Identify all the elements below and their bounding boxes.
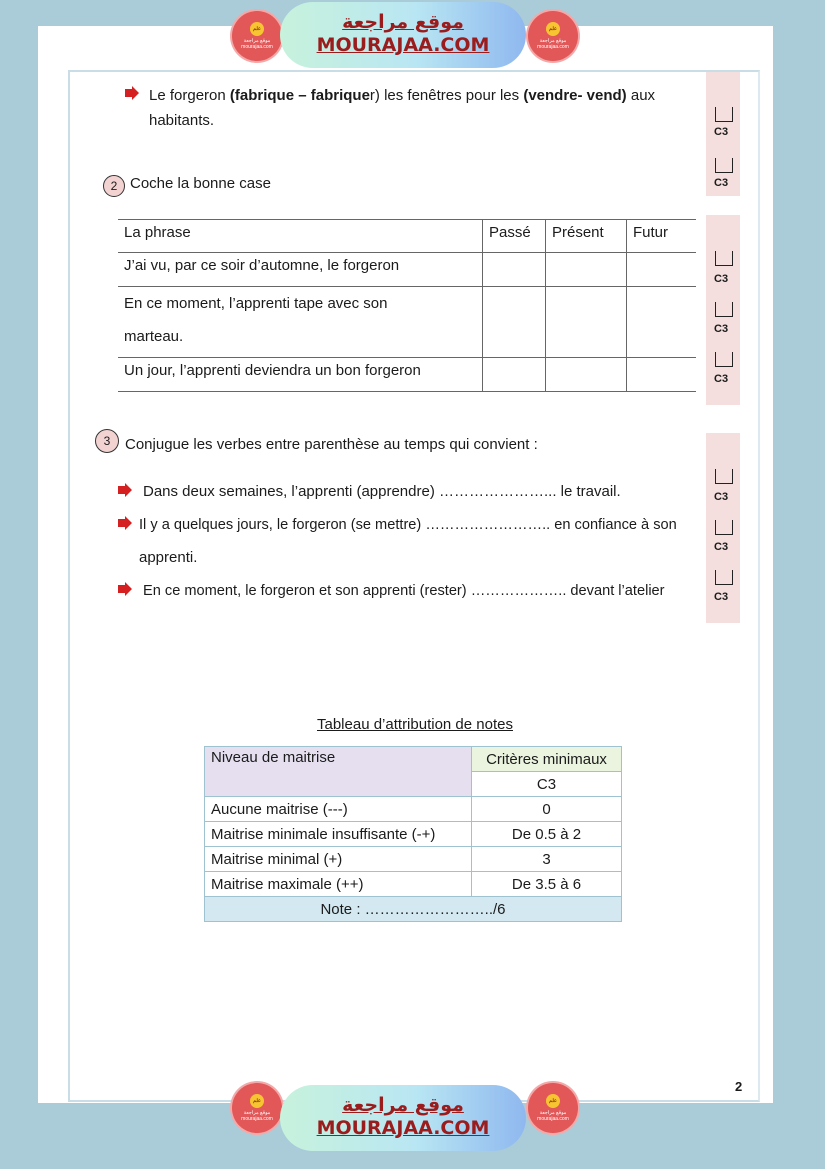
- grading-table: [204, 746, 622, 922]
- grading-value: De 0.5 à 2: [472, 822, 622, 847]
- exercise-number-badge: 3: [95, 429, 119, 453]
- logo-badge-icon: علم: [546, 22, 560, 36]
- tick-cell-present[interactable]: [546, 358, 627, 392]
- criterion-label: C3: [714, 491, 729, 503]
- logo-badge-icon: علم: [250, 1094, 264, 1108]
- exercise3-item: Il y a quelques jours, le forgeron (se mettre) …………………….. en confiance à son: [139, 517, 677, 533]
- table-row: Un jour, l’apprenti deviendra un bon forgeron: [118, 358, 483, 392]
- grading-header-level: Niveau de maitrise: [205, 747, 472, 797]
- tick-cell-passe[interactable]: [483, 253, 546, 287]
- tick-cell-present[interactable]: [546, 287, 627, 358]
- score-checkbox[interactable]: [715, 158, 733, 173]
- tick-cell-futur[interactable]: [627, 253, 697, 287]
- red-arrow-icon: [118, 516, 132, 530]
- grading-level: Aucune maitrise (---): [205, 797, 472, 822]
- criterion-label: C3: [714, 273, 729, 285]
- banner-site-link[interactable]: MOURAJAA.COM: [316, 34, 490, 56]
- criterion-label: C3: [714, 177, 729, 189]
- site-logo-right-top[interactable]: [528, 11, 578, 61]
- score-checkbox[interactable]: [715, 570, 733, 585]
- tick-cell-present[interactable]: [546, 253, 627, 287]
- tick-cell-passe[interactable]: [483, 287, 546, 358]
- grading-value: De 3.5 à 6: [472, 872, 622, 897]
- criterion-label: C3: [714, 126, 729, 138]
- red-arrow-icon: [118, 483, 132, 497]
- exercise3-item: Dans deux semaines, l’apprenti (apprendre) …………………... le travail.: [143, 483, 621, 500]
- logo-domain: mourajaa.com: [241, 44, 273, 50]
- grading-note: Note : ……………………../6: [205, 897, 622, 922]
- score-checkbox[interactable]: [715, 107, 733, 122]
- tense-table: [118, 219, 696, 392]
- page-number: 2: [735, 1079, 743, 1094]
- exercise3-instruction: Conjugue les verbes entre parenthèse au temps qui convient :: [125, 436, 538, 453]
- tick-cell-passe[interactable]: [483, 358, 546, 392]
- tick-cell-futur[interactable]: [627, 287, 697, 358]
- intro-sentence: Le forgeron (fabrique – fabriquer) les fenêtres pour les (vendre- vend) aux: [149, 87, 656, 104]
- criterion-label: C3: [714, 323, 729, 335]
- grading-level: Maitrise minimale insuffisante (-+): [205, 822, 472, 847]
- logo-badge-icon: علم: [250, 22, 264, 36]
- banner-site-link[interactable]: MOURAJAA.COM: [316, 1117, 490, 1139]
- score-checkbox[interactable]: [715, 520, 733, 535]
- grading-criterion: C3: [472, 772, 622, 797]
- score-checkbox[interactable]: [715, 302, 733, 317]
- logo-badge-icon: علم: [546, 1094, 560, 1108]
- exercise-number-badge: 2: [103, 175, 125, 197]
- exercise3-item: En ce moment, le forgeron et son apprenti (rester) ……………….. devant l’atelier: [143, 583, 665, 599]
- exercise3-item-continued: apprenti.: [139, 549, 198, 566]
- logo-text: موقع مراجعة: [243, 1110, 271, 1116]
- grading-value: 0: [472, 797, 622, 822]
- grading-level: Maitrise maximale (++): [205, 872, 472, 897]
- site-logo-left-top[interactable]: [232, 11, 282, 61]
- logo-text: موقع مراجعة: [243, 38, 271, 44]
- red-arrow-icon: [118, 582, 132, 596]
- site-logo-left-bottom[interactable]: [232, 1083, 282, 1133]
- grading-table-title: Tableau d’attribution de notes: [317, 716, 513, 733]
- tick-cell-futur[interactable]: [627, 358, 697, 392]
- exercise2-instruction: Coche la bonne case: [130, 175, 271, 192]
- grading-header-criteria: Critères minimaux: [472, 747, 622, 772]
- table-header: Passé: [483, 220, 546, 253]
- criteria-panel-2: [706, 215, 740, 405]
- table-header: Futur: [627, 220, 697, 253]
- score-checkbox[interactable]: [715, 469, 733, 484]
- score-checkbox[interactable]: [715, 352, 733, 367]
- score-checkbox[interactable]: [715, 251, 733, 266]
- logo-text: موقع مراجعة: [539, 38, 567, 44]
- logo-domain: mourajaa.com: [241, 1116, 273, 1122]
- criterion-label: C3: [714, 373, 729, 385]
- site-banner-bottom[interactable]: [280, 1085, 526, 1151]
- intro-sentence-line2: habitants.: [149, 112, 215, 129]
- criteria-panel-1: [706, 72, 740, 196]
- site-logo-right-bottom[interactable]: [528, 1083, 578, 1133]
- grading-value: 3: [472, 847, 622, 872]
- table-header: La phrase: [118, 220, 483, 253]
- table-header: Présent: [546, 220, 627, 253]
- table-row: J’ai vu, par ce soir d’automne, le forgeron: [118, 253, 483, 287]
- criterion-label: C3: [714, 591, 729, 603]
- red-arrow-icon: [125, 86, 139, 100]
- banner-arabic-text: موقع مراجعة: [342, 11, 464, 33]
- table-row: En ce moment, l’apprenti tape avec son marteau.: [118, 287, 483, 358]
- grading-level: Maitrise minimal (+): [205, 847, 472, 872]
- logo-text: موقع مراجعة: [539, 1110, 567, 1116]
- criteria-panel-3: [706, 433, 740, 623]
- logo-domain: mourajaa.com: [537, 1116, 569, 1122]
- logo-domain: mourajaa.com: [537, 44, 569, 50]
- banner-arabic-text: موقع مراجعة: [342, 1094, 464, 1116]
- criterion-label: C3: [714, 541, 729, 553]
- site-banner-top[interactable]: [280, 2, 526, 68]
